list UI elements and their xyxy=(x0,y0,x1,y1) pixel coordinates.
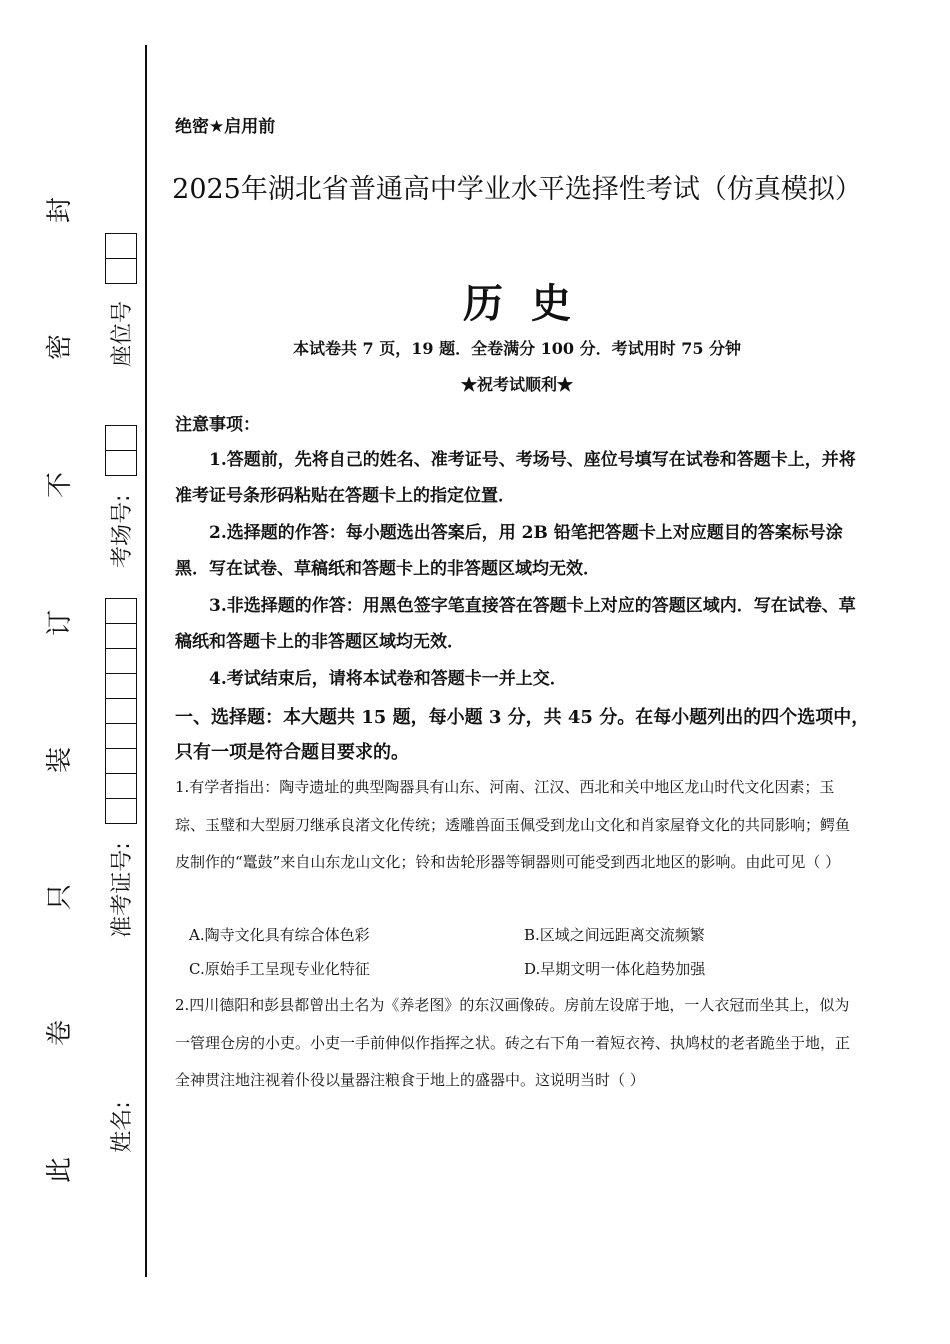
notice-heading: 注意事项： xyxy=(175,415,260,435)
question-1-stem: 1.有学者指出：陶寺遗址的典型陶器具有山东、河南、江汉、西北和关中地区龙山时代文化因素；玉琮、玉璧和大型厨刀继承良渚文化传统；透雕兽面玉佩受到龙山文化和肖家屋脊文化的共同影响；鳄鱼皮制作的“鼍鼓”来自山东龙山文化；铃和齿轮形器等铜器则可能受到西北地区的影响。由此可见（ ） xyxy=(175,778,851,871)
seal-char-1: 封 xyxy=(45,197,75,224)
notice-item-1: 1.答题前，先将自己的姓名、准考证号、考场号、座位号填写在试卷和答题卡上，并将准考证号条形码粘贴在答题卡上的指定位置． xyxy=(175,450,856,506)
admission-number-label: 准考证号: xyxy=(110,842,135,938)
seal-char-7: 卷 xyxy=(45,1020,75,1047)
notice-item-2: 2.选择题的作答：每小题选出答案后，用 2B 铅笔把答题卡上对应题目的答案标号涂黑．写在试卷、草稿纸和答题卡上的非答题区域均无效． xyxy=(175,523,843,579)
notice-item-3: 3.非选择题的作答：用黑色签字笔直接答在答题卡上对应的答题区域内．写在试卷、草稿纸和答题卡上的非答题区域均无效． xyxy=(175,596,856,652)
confidential-mark: 绝密★启用前 xyxy=(175,117,276,137)
question-1-option-d: D.早期文明一体化趋势加强 xyxy=(524,960,706,978)
section-heading: 一、选择题：本大题共 15 题，每小题 3 分，共 45 分。在每小题列出的四个选项中，只有一项是符合题目要求的。 xyxy=(175,707,870,763)
binding-line xyxy=(145,45,147,1277)
seal-char-5: 装 xyxy=(45,747,75,774)
seal-char-3: 不 xyxy=(45,472,75,499)
exam-info: 本试卷共 7 页，19 题．全卷满分 100 分．考试用时 75 分钟 xyxy=(292,339,742,358)
seal-char-8: 此 xyxy=(45,1157,75,1184)
question-1-option-b: B.区域之间远距离交流频繁 xyxy=(524,926,705,944)
exam-room-boxes[interactable] xyxy=(105,425,137,476)
seal-char-2: 密 xyxy=(45,334,75,361)
question-2-stem: 2.四川德阳和彭县都曾出土名为《养老图》的东汉画像砖。房前左设席于地，一人衣冠而坐其上，似为一管理仓房的小吏。小吏一手前伸似作指挥之状。砖之右下角一着短衣袴、执鸠杖的老者跪坐于地，正全神贯注地注视着仆役以量器注粮食于地上的盛器中。这说明当时（ ） xyxy=(175,996,851,1089)
question-1-option-a: A.陶寺文化具有综合体色彩 xyxy=(189,926,370,944)
admission-number-boxes[interactable] xyxy=(105,598,137,824)
seat-number-boxes[interactable] xyxy=(105,233,137,284)
good-luck-line: ★祝考试顺利★ xyxy=(460,375,573,394)
subject-title: 历史 xyxy=(463,280,599,327)
seat-number-label: 座位号 xyxy=(110,300,135,367)
exam-room-label: 考场号: xyxy=(110,494,135,568)
seal-char-4: 订 xyxy=(45,610,75,637)
notice-item-4: 4.考试结束后，请将本试卷和答题卡一并上交． xyxy=(209,669,567,689)
seal-char-6: 只 xyxy=(45,884,75,911)
exam-title: 2025年湖北省普通高中学业水平选择性考试（仿真模拟） xyxy=(172,174,862,205)
name-label: 姓名: xyxy=(110,1101,135,1153)
question-1-option-c: C.原始手工呈现专业化特征 xyxy=(189,960,370,978)
